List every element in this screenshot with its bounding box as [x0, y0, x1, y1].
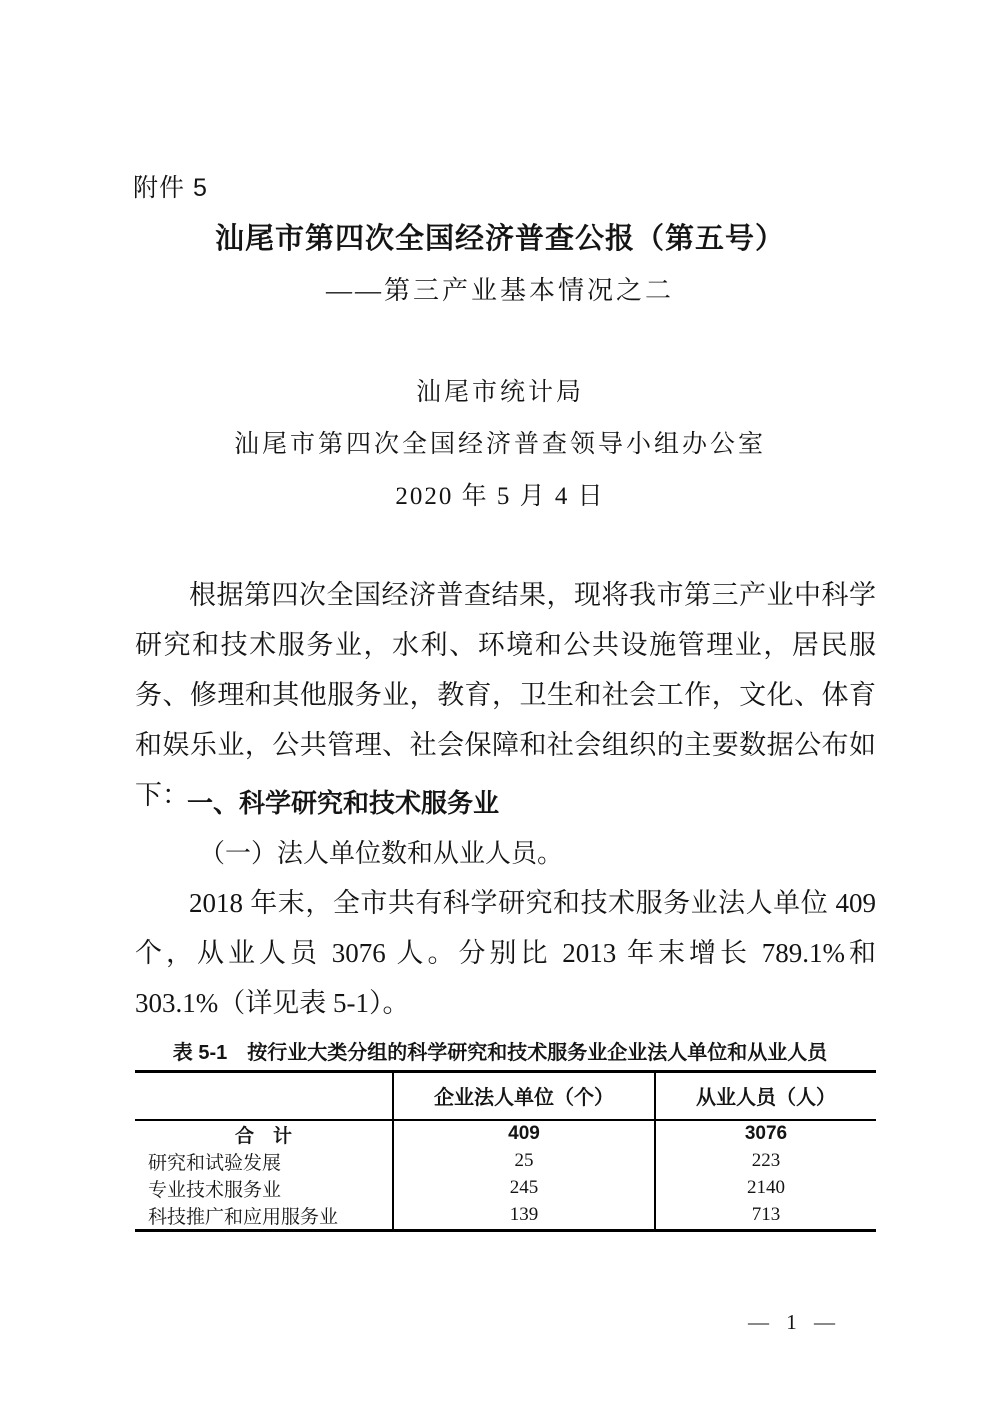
- body-paragraph: 2018 年末，全市共有科学研究和技术服务业法人单位 409 个，从业人员 3076 人。分别比 2013 年末增长 789.1%和 303.1%（详见表 5-1）。: [135, 888, 876, 1018]
- row-label: 科技推广和应用服务业: [148, 1206, 339, 1228]
- subsection-heading: （一）法人单位数和从业人员。: [199, 839, 564, 868]
- header-cell-legal-units: 企业法人单位（个）: [393, 1072, 655, 1120]
- cell-employees: 713: [655, 1202, 876, 1231]
- row-label: 专业技术服务业: [148, 1179, 282, 1201]
- header-cell-industry: [135, 1072, 393, 1120]
- row-label: 研究和试验发展: [148, 1152, 282, 1174]
- table-row: [135, 1175, 876, 1202]
- table-row: [135, 1148, 876, 1175]
- issuer-statistics-bureau: 汕尾市统计局: [415, 379, 584, 406]
- row-label: 合 计: [234, 1125, 292, 1147]
- page-number: — 1 —: [748, 1310, 841, 1334]
- cell-legal-units: 139: [393, 1202, 655, 1231]
- census-data-table: [135, 1070, 876, 1232]
- header-cell-employees: 从业人员（人）: [655, 1072, 876, 1120]
- attachment-label: 附件 5: [133, 174, 208, 202]
- cell-legal-units: 245: [393, 1175, 655, 1202]
- publication-date: 2020 年 5 月 4 日: [395, 483, 605, 510]
- document-subtitle: ——第三产业基本情况之二: [325, 276, 674, 305]
- cell-employees: 3076: [655, 1120, 876, 1148]
- table-header-row: [135, 1072, 876, 1120]
- table-caption: 表 5-1 按行业大类分组的科学研究和技术服务业企业法人单位和从业人员: [172, 1042, 828, 1064]
- table-row: [135, 1202, 876, 1231]
- section-heading: 一、科学研究和技术服务业: [187, 788, 500, 818]
- cell-employees: 223: [655, 1148, 876, 1175]
- cell-legal-units: 409: [393, 1120, 655, 1148]
- cell-legal-units: 25: [393, 1148, 655, 1175]
- cell-employees: 2140: [655, 1175, 876, 1202]
- table-row-total: [135, 1120, 876, 1148]
- intro-paragraph: 根据第四次全国经济普查结果，现将我市第三产业中科学研究和技术服务业，水利、环境和公共设施管理业，居民服务、修理和其他服务业，教育，卫生和社会工作，文化、体育和娱乐业，公共管理、社会保障和社会组织的主要数据公布如下：: [135, 580, 876, 810]
- document-title: 汕尾市第四次全国经济普查公报（第五号）: [214, 223, 785, 255]
- issuer-census-office: 汕尾市第四次全国经济普查领导小组办公室: [233, 431, 766, 458]
